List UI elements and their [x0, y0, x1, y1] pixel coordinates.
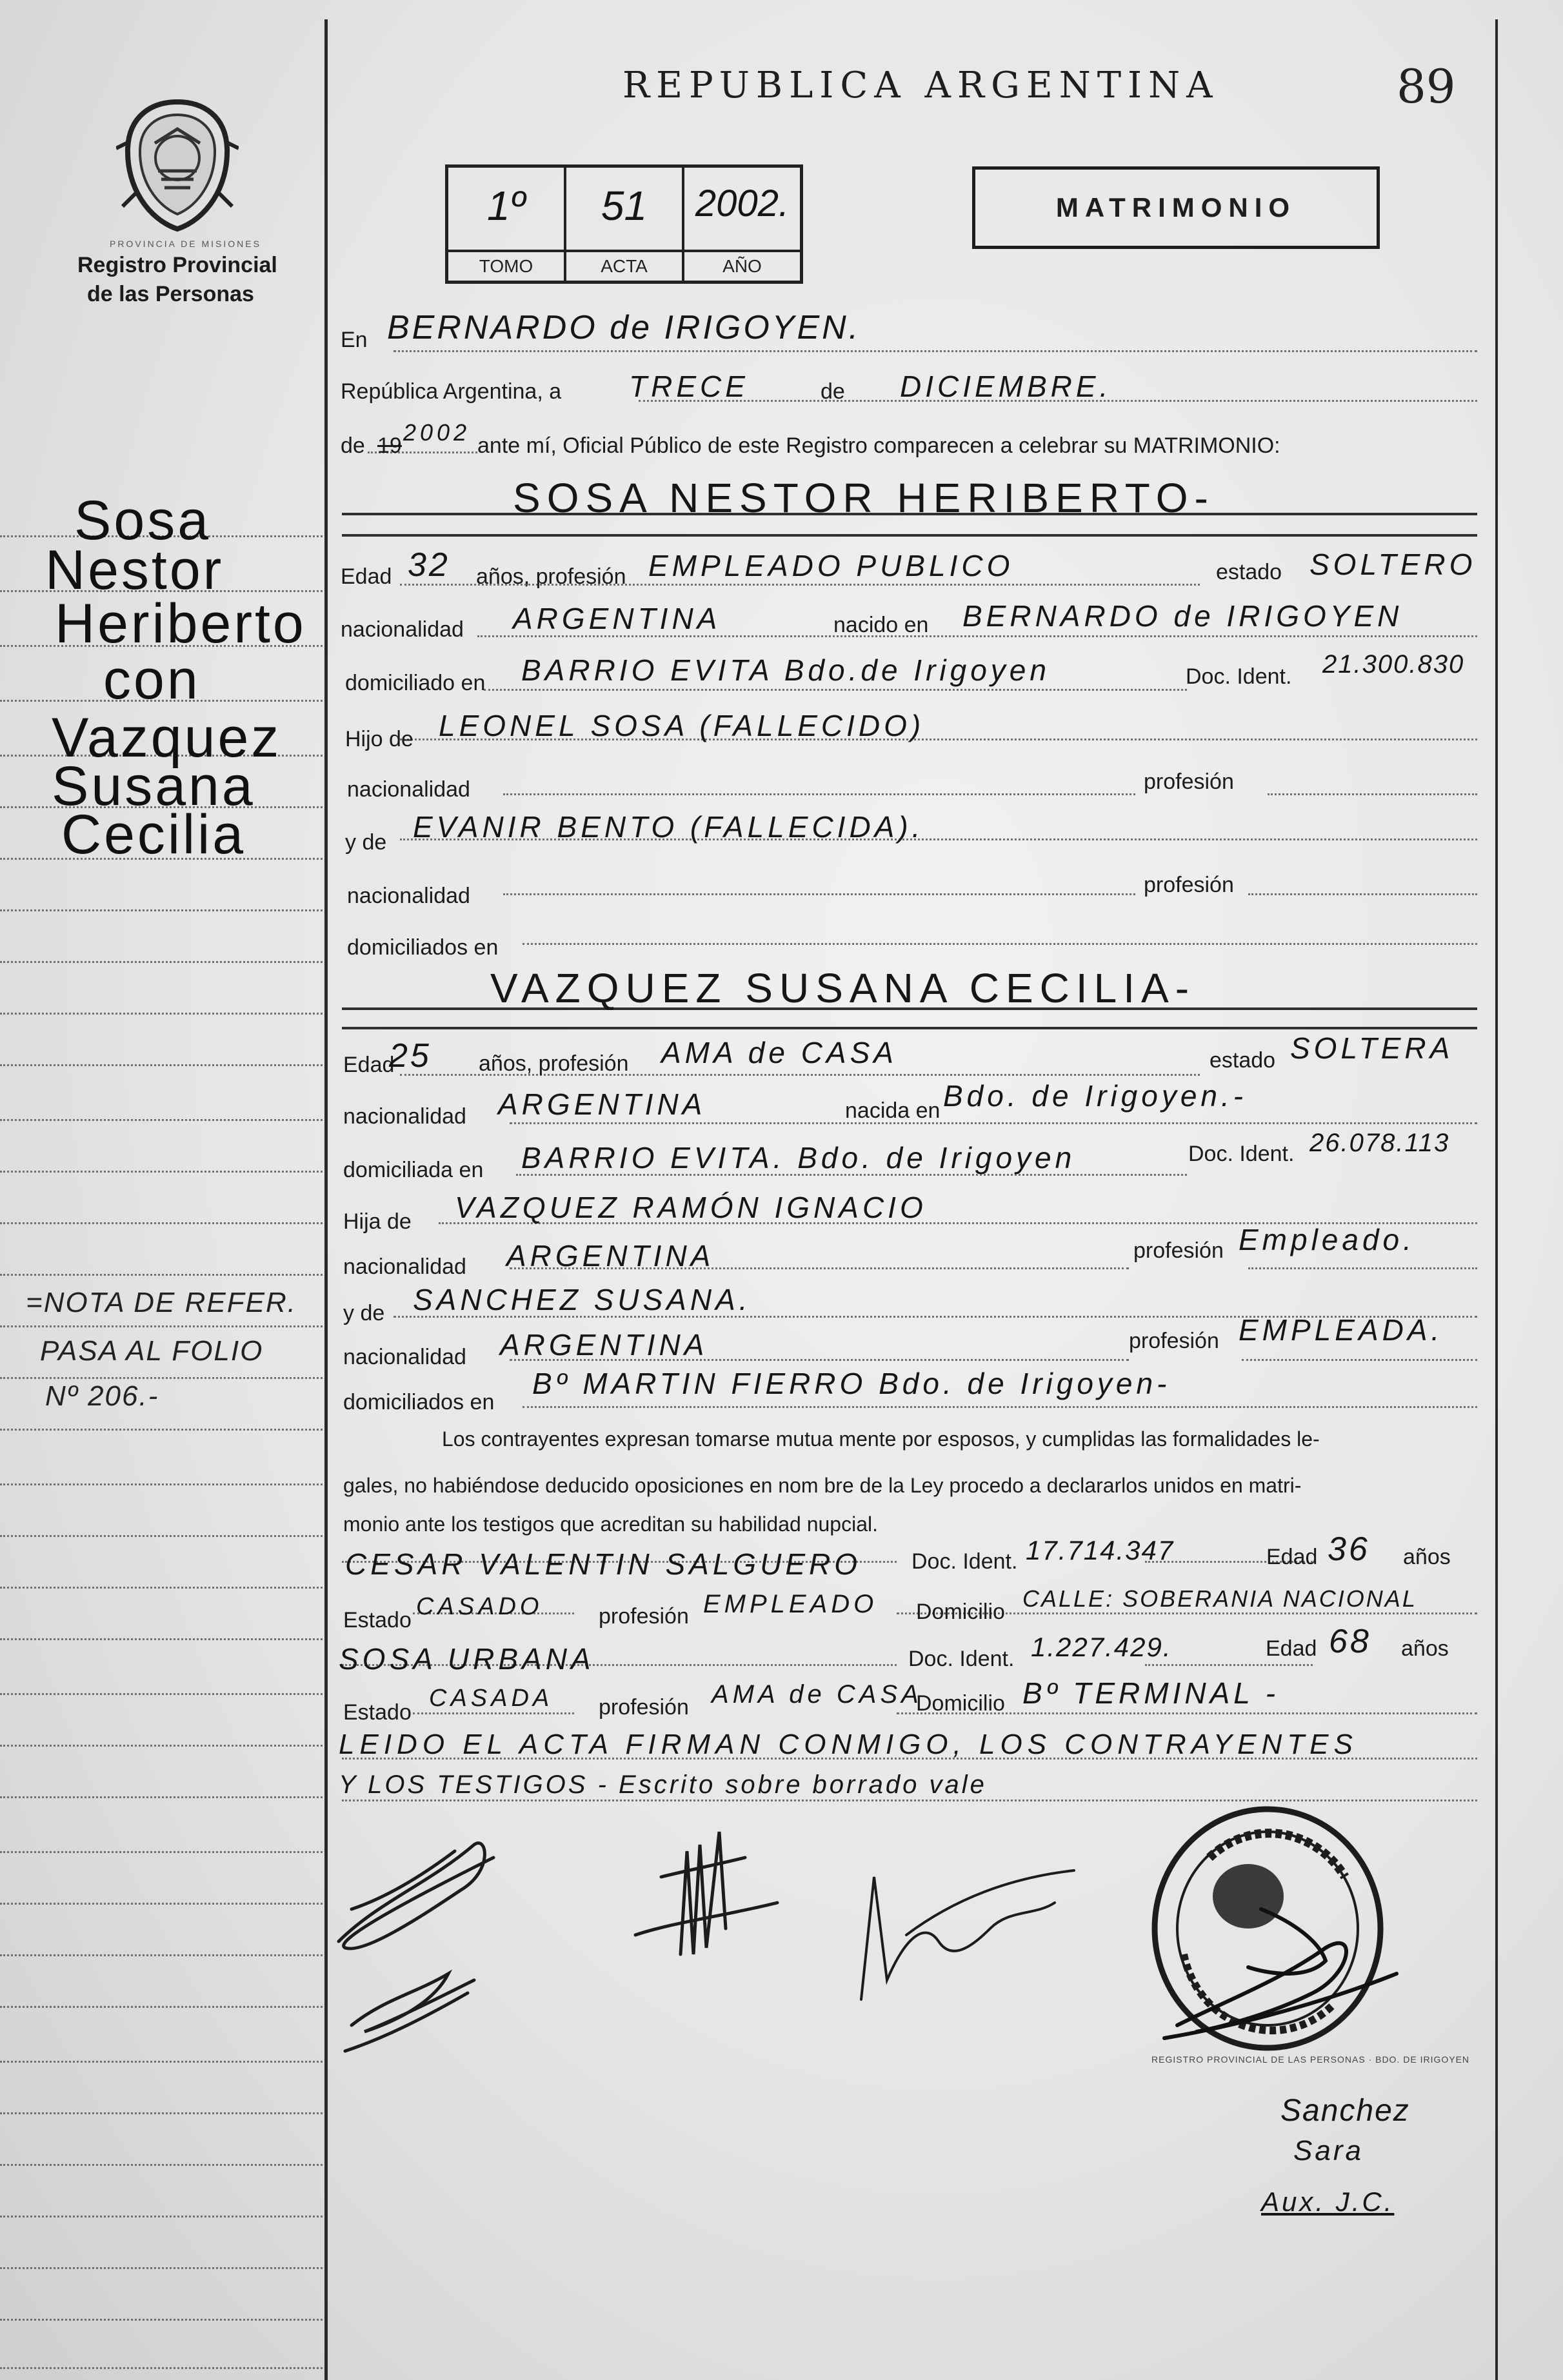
bride-estado-label: estado — [1210, 1048, 1276, 1073]
groom-father-value: LEONEL SOSA (FALLECIDO) — [439, 709, 925, 742]
republica-label: República Argentina, a — [341, 379, 562, 404]
groom-nacido-value: BERNARDO de IRIGOYEN — [962, 599, 1403, 633]
groom-nacido-label: nacido en — [833, 613, 929, 637]
witness-2-signature-icon — [861, 1870, 1074, 1999]
seal-text: PROVINCIA DE MISIONES — [110, 239, 261, 249]
witness-2-name: SOSA URBANA — [339, 1642, 595, 1676]
declaration-line-1: Los contrayentes expresan tomarse mutua mente por esposos, y cumplidas las formalidades le- — [442, 1427, 1320, 1451]
declaration-line-2: gales, no habiéndose deducido oposiciones en nom bre de la Ley procedo a declararlos unidos en matri- — [343, 1474, 1302, 1497]
registry-name-line1: Registro Provincial — [77, 253, 277, 277]
groom-doc-label: Doc. Ident. — [1186, 664, 1292, 689]
intro-statement: ante mí, Oficial Público de este Registro comparecen a celebrar su MATRIMONIO: — [477, 433, 1280, 458]
witness-2-estado-value: CASADA — [429, 1685, 553, 1712]
groom-profesion-label: años, profesión — [476, 564, 626, 589]
witness-1-doc-label: Doc. Ident. — [911, 1549, 1018, 1574]
bride-edad-value: 25 — [389, 1037, 432, 1075]
witness-2-domicilio-label: Domicilio — [916, 1691, 1005, 1716]
groom-doc-value: 21.300.830 — [1322, 650, 1465, 679]
bride-name: VAZQUEZ SUSANA CECILIA- — [490, 965, 1195, 1011]
witness-1-estado-value: CASADO — [416, 1593, 543, 1620]
bride-father-nacionalidad-value: ARGENTINA — [506, 1239, 715, 1273]
witness-2-anos-label: años — [1401, 1636, 1449, 1661]
bride-yde-label: y de — [343, 1301, 385, 1325]
closing-line-2: Y LOS TESTIGOS - Escrito sobre borrado vale — [339, 1770, 987, 1799]
bride-domicilio-value: BARRIO EVITA. Bdo. de Irigoyen — [521, 1141, 1076, 1175]
groom-estado-label: estado — [1216, 560, 1282, 584]
bride-father-value: VAZQUEZ RAMÓN IGNACIO — [455, 1191, 927, 1224]
tomo-label: TOMO — [479, 256, 533, 276]
bride-mother-profesion-value: EMPLEADA. — [1239, 1313, 1444, 1347]
record-number-box — [445, 164, 803, 284]
ano-cell — [684, 168, 800, 281]
groom-edad-value: 32 — [408, 546, 450, 584]
witness-1-profesion-value: EMPLEADO — [703, 1590, 878, 1618]
groom-mother-value: EVANIR BENTO (FALLECIDA). — [413, 810, 924, 844]
bride-mother-value: SANCHEZ SUSANA. — [413, 1283, 752, 1316]
witness-2-profesion-label: profesión — [599, 1695, 689, 1720]
registry-name-line2: de las Personas — [87, 282, 254, 306]
bride-doc-value: 26.078.113 — [1309, 1129, 1450, 1157]
record-type-label: MATRIMONIO — [1055, 192, 1297, 223]
groom-parents-domicilio-label: domiciliados en — [347, 935, 499, 960]
bride-mother-nacionalidad-label: nacionalidad — [343, 1345, 466, 1369]
margin-name-line-1: Sosa — [74, 490, 212, 551]
acta-label: ACTA — [601, 256, 648, 276]
bride-father-profesion-label: profesión — [1133, 1238, 1224, 1263]
acta-cell — [566, 168, 684, 281]
bride-doc-label: Doc. Ident. — [1188, 1142, 1295, 1166]
witness-2-edad-value: 68 — [1329, 1623, 1371, 1660]
official-name-line-2: Sara — [1293, 2135, 1364, 2167]
groom-mother-profesion-label: profesión — [1144, 873, 1234, 897]
groom-estado-value: SOLTERO — [1309, 548, 1477, 581]
bride-estado-value: SOLTERA — [1290, 1031, 1454, 1065]
witness-1-estado-label: Estado — [343, 1608, 412, 1632]
margin-name-line-7: Cecilia — [61, 804, 246, 866]
margin-name-line-6: Susana — [52, 755, 255, 817]
witness-1-domicilio-label: Domicilio — [916, 1600, 1005, 1624]
groom-father-profesion-label: profesión — [1144, 769, 1234, 794]
bride-father-profesion-value: Empleado. — [1239, 1223, 1415, 1256]
bride-edad-label: Edad — [343, 1053, 395, 1077]
record-type-box — [972, 166, 1380, 249]
declaration-line-3: monio ante los testigos que acreditan su habilidad nupcial. — [343, 1512, 878, 1536]
right-border — [1495, 19, 1498, 2380]
witness-1-name: CESAR VALENTIN SALGUERO — [345, 1547, 862, 1581]
witness-1-edad-label: Edad — [1266, 1545, 1318, 1569]
bride-domicilio-label: domiciliada en — [343, 1158, 484, 1182]
margin-name-line-4: con — [103, 649, 201, 711]
witness-2-doc-value: 1.227.429. — [1031, 1632, 1172, 1662]
provincial-coat-of-arms-icon — [116, 97, 239, 235]
bride-nacionalidad-label: nacionalidad — [343, 1104, 466, 1129]
closing-line-1: LEIDO EL ACTA FIRMAN CONMIGO, LOS CONTRAYENTES — [339, 1729, 1358, 1760]
bride-nacida-value: Bdo. de Irigoyen.- — [943, 1079, 1248, 1113]
ano-value: 2002. — [695, 183, 790, 224]
witness-1-signature-icon — [635, 1832, 777, 1954]
day-value: TRECE — [629, 370, 749, 403]
groom-profesion-value: EMPLEADO PUBLICO — [648, 549, 1014, 582]
bride-hija-label: Hija de — [343, 1209, 412, 1234]
witness-1-anos-label: años — [1403, 1545, 1451, 1569]
margin-note-line-1: =NOTA DE REFER. — [26, 1287, 297, 1318]
groom-nacionalidad-value: ARGENTINA — [513, 602, 721, 635]
witness-1-domicilio-value: CALLE: SOBERANIA NACIONAL — [1022, 1585, 1417, 1612]
month-de-label: de — [821, 379, 845, 404]
bride-nacida-label: nacida en — [845, 1098, 941, 1123]
margin-name-line-5: Vazquez — [52, 707, 282, 769]
place-value: BERNARDO de IRIGOYEN. — [387, 309, 861, 346]
groom-yde-label: y de — [345, 830, 387, 855]
official-signature-icon — [1164, 1909, 1397, 2038]
groom-mother-nacionalidad-label: nacionalidad — [347, 884, 470, 908]
witness-2-edad-label: Edad — [1266, 1636, 1317, 1661]
witness-2-estado-label: Estado — [343, 1700, 412, 1725]
groom-edad-label: Edad — [341, 564, 392, 589]
folio-number: 89 — [1397, 59, 1456, 114]
bride-mother-profesion-label: profesión — [1129, 1329, 1219, 1353]
bride-mother-nacionalidad-value: ARGENTINA — [500, 1328, 708, 1362]
witness-2-domicilio-value: Bº TERMINAL - — [1022, 1676, 1280, 1710]
margin-name-line-2: Nestor — [45, 539, 224, 601]
witness-2-doc-label: Doc. Ident. — [908, 1647, 1015, 1671]
bride-parents-domicilio-label: domiciliados en — [343, 1390, 495, 1414]
ano-label: AÑO — [722, 256, 762, 276]
tomo-value: 1º — [487, 183, 525, 229]
bride-signature-icon — [345, 1974, 474, 2051]
margin-note-line-3: Nº 206.- — [45, 1380, 159, 1412]
stamp-text: REGISTRO PROVINCIAL DE LAS PERSONAS · BDO. DE IRIGOYEN — [1151, 2054, 1470, 2065]
witness-2-profesion-value: AMA de CASA — [712, 1680, 922, 1709]
year-printed-prefix: 19 — [377, 433, 402, 458]
acta-value: 51 — [601, 183, 648, 229]
groom-signature-icon — [339, 1843, 493, 1949]
tomo-cell — [448, 168, 566, 281]
groom-name: SOSA NESTOR HERIBERTO- — [513, 475, 1215, 521]
groom-hijo-label: Hijo de — [345, 727, 413, 751]
page-title: REPUBLICA ARGENTINA — [622, 64, 1219, 106]
en-label: En — [341, 328, 368, 352]
bride-father-nacionalidad-label: nacionalidad — [343, 1254, 466, 1279]
margin-name-line-3: Heriberto — [55, 593, 306, 655]
year-de-label: de — [341, 433, 365, 458]
bride-profesion-label: años, profesión — [479, 1051, 629, 1076]
year-value: 2002 — [403, 419, 471, 446]
official-title: Aux. J.C. — [1261, 2187, 1395, 2217]
bride-parents-domicilio-value: Bº MARTIN FIERRO Bdo. de Irigoyen- — [532, 1367, 1171, 1400]
groom-domicilio-value: BARRIO EVITA Bdo.de Irigoyen — [521, 653, 1050, 687]
witness-1-doc-value: 17.714.347 — [1026, 1535, 1175, 1565]
bride-nacionalidad-value: ARGENTINA — [498, 1087, 706, 1121]
margin-note-line-2: PASA AL FOLIO — [40, 1335, 264, 1367]
groom-father-nacionalidad-label: nacionalidad — [347, 777, 470, 802]
groom-domicilio-label: domiciliado en — [345, 671, 486, 695]
groom-nacionalidad-label: nacionalidad — [341, 617, 464, 642]
official-name-line-1: Sanchez — [1280, 2094, 1410, 2128]
month-value: DICIEMBRE. — [900, 370, 1112, 403]
witness-1-profesion-label: profesión — [599, 1604, 689, 1629]
witness-1-edad-value: 36 — [1328, 1531, 1370, 1568]
bride-profesion-value: AMA de CASA — [661, 1036, 897, 1069]
